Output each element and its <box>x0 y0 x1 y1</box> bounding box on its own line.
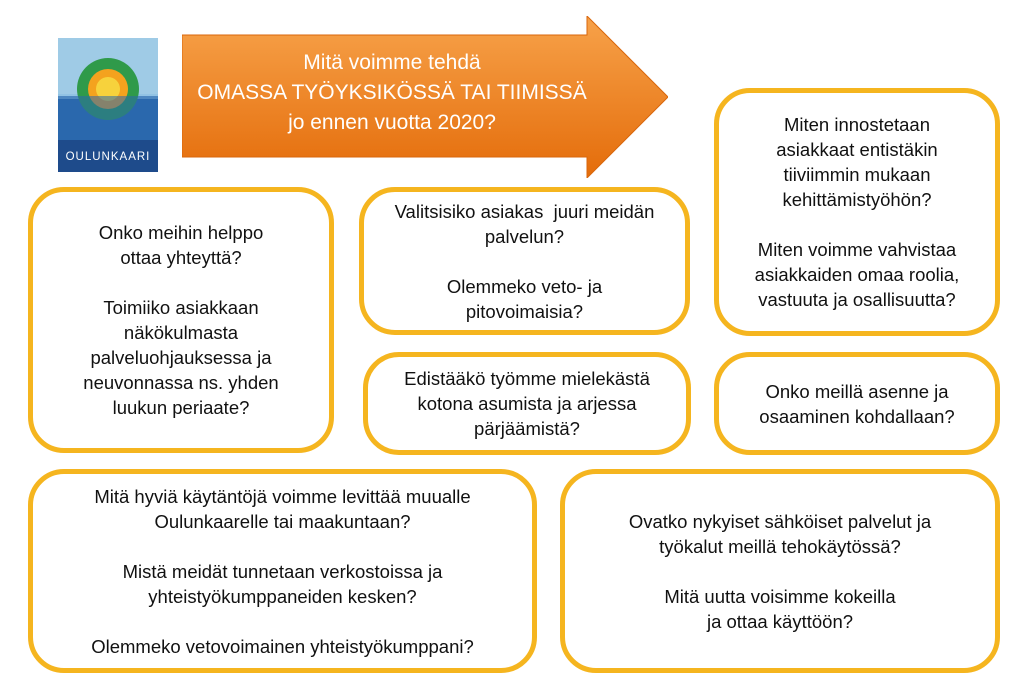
box-practices-text: Mistä meidät tunnetaan verkostoissa ja <box>122 560 443 582</box>
box-contact-text: näkökulmasta <box>123 322 239 343</box>
box-digital-text: Ovatko nykyiset sähköiset palvelut ja <box>628 510 932 532</box>
box-home-text: kotona asumista ja arjessa <box>417 393 637 414</box>
box-digital-text: Mitä uutta voisimme kokeilla <box>664 585 896 607</box>
box-inspire-text: vastuuta ja osallisuutta? <box>758 289 956 310</box>
box-inspire-text: asiakkaiden omaa roolia, <box>754 264 960 285</box>
box-practices <box>28 469 537 673</box>
box-inspire <box>714 88 1000 336</box>
box-digital-text: työkalut meillä tehokäytössä? <box>659 535 901 557</box>
box-practices-text: Mitä hyviä käytäntöjä voimme levittää muualle <box>94 485 471 507</box>
box-practices-text: Olemmeko vetovoimainen yhteistyökumppani? <box>91 635 474 657</box>
box-inspire-text: tiiviimmin mukaan <box>783 164 931 185</box>
box-inspire-text: Miten innostetaan <box>783 114 931 135</box>
header-line-1: Mitä voimme tehdä <box>303 51 481 74</box>
box-practices-text: Oulunkaarelle tai maakuntaan? <box>154 510 411 532</box>
box-home-text: Edistääkö työmme mielekästä <box>404 368 650 389</box>
box-attitude-text: osaaminen kohdallaan? <box>759 405 955 427</box>
box-contact-text: neuvonnassa ns. yhden <box>83 372 279 393</box>
box-home <box>363 352 691 455</box>
header-line-3: jo ennen vuotta 2020? <box>288 111 496 134</box>
box-inspire-text: Miten voimme vahvistaa <box>757 239 957 260</box>
header-title <box>182 48 602 138</box>
box-attitude-text: Onko meillä asenne ja <box>765 380 949 402</box>
box-choice-text: palvelun? <box>484 225 565 247</box>
box-choice-text: Olemmeko veto- ja <box>446 275 603 297</box>
box-choice-text: Valitsisiko asiakas juuri meidän <box>394 200 655 222</box>
box-contact-text: ottaa yhteyttä? <box>120 247 242 268</box>
box-contact-text: Onko meihin helppo <box>98 222 264 243</box>
box-contact-text: Toimiiko asiakkaan <box>103 297 259 318</box>
box-choice <box>359 187 690 335</box>
box-digital-text: ja ottaa käyttöön? <box>706 610 854 632</box>
header-line-2: OMASSA TYÖYKSIKÖSSÄ TAI TIIMISSÄ <box>197 81 587 104</box>
oulunkaari-logo <box>58 38 158 172</box>
box-digital <box>560 469 1000 673</box>
logo-text: OULUNKAARI <box>65 151 151 163</box>
box-choice-text: pitovoimaisia? <box>465 300 584 322</box>
box-contact <box>28 187 334 453</box>
box-inspire-text: kehittämistyöhön? <box>782 189 932 210</box>
box-inspire-text: asiakkaat entistäkin <box>776 139 938 160</box>
box-practices-text: yhteistyökumppaneiden kesken? <box>148 585 417 607</box>
box-contact-text: palveluohjauksessa ja <box>90 347 272 368</box>
box-attitude <box>714 352 1000 455</box>
box-contact-text: luukun periaate? <box>112 397 250 418</box>
box-home-text: pärjäämistä? <box>474 418 580 439</box>
